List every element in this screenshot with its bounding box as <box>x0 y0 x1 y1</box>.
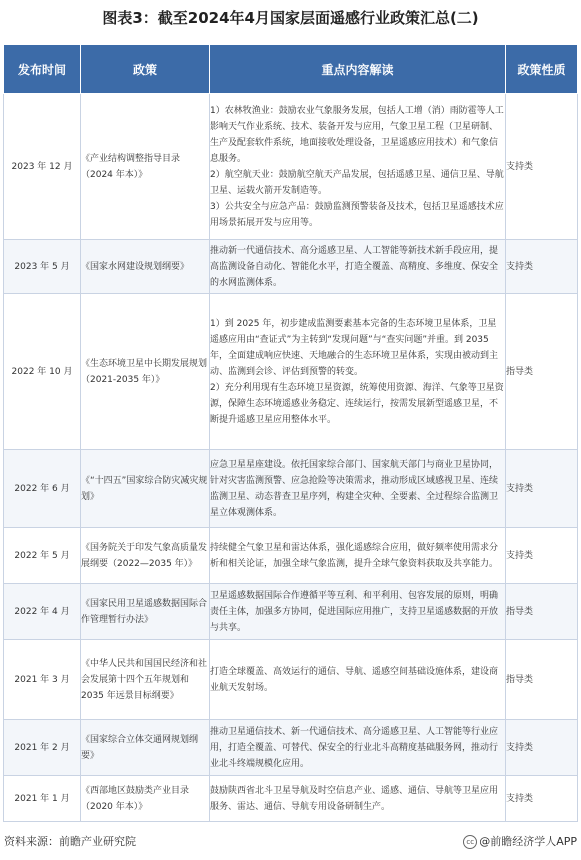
table-row <box>4 720 578 776</box>
row-points <box>210 450 506 528</box>
row-date: 2021 年 3 月 <box>4 640 81 720</box>
row-policy: 《中华人民共和国国民经济和社会发展第十四个五年规划和 2035 年远景目标纲要》 <box>81 640 210 720</box>
row-date: 2022 年 4 月 <box>4 584 81 640</box>
point-paragraph: 2）航空航天业：鼓励航空航天产品发展，包括遥感卫星、通信卫星、导航卫星、运载火箭开发制造等。 <box>210 169 504 196</box>
row-points <box>210 776 506 822</box>
brand-mark <box>463 833 577 849</box>
point-paragraph: 1）到 2025 年，初步建成监测要素基本完备的生态环境卫星体系，卫星遥感应用由“查证式”为主转到“发现问题”与“查实问题”并重。到 2035 年，全面建成响应快速、天地融合的生态环境卫星体系，实现由被动到主动、监测到会诊、评估到预警的转变。 <box>210 318 499 377</box>
point-paragraph: 推动新一代通信技术、高分遥感卫星、人工智能等新技术新手段应用，提高监测设备自动化、智能化水平，打造全覆盖、高精度、多维度、保安全的水网监测体系。 <box>210 245 499 288</box>
header-date: 发布时间 <box>4 45 81 94</box>
row-policy: 《生态环境卫星中长期发展规划（2021-2035 年）》 <box>81 294 210 450</box>
table-row <box>4 528 578 584</box>
point-paragraph: 卫星遥感数据国际合作遵循平等互利、和平利用、包容发展的原则，明确责任主体，加强多方协同，促进国际应用推广，支持卫星遥感数据的开放与共享。 <box>210 590 499 633</box>
policy-table <box>3 44 578 822</box>
row-date: 2022 年 5 月 <box>4 528 81 584</box>
row-policy: 《国家水网建设规划纲要》 <box>81 240 210 294</box>
table-row <box>4 640 578 720</box>
row-policy: 《“十四五”国家综合防灾减灾规划》 <box>81 450 210 528</box>
row-date: 2023 年 12 月 <box>4 94 81 240</box>
point-paragraph: 3）公共安全与应急产品：鼓励监测预警装备及技术，包括卫星遥感技术应用场景拓展开发与应用等。 <box>210 201 504 228</box>
point-paragraph: 2）充分利用现有生态环境卫星资源，统筹使用资源、海洋、气象等卫星资源，保障生态环境遥感业务稳定、连续运行，按需发展新型遥感卫星，不断提升遥感卫星应用整体水平。 <box>210 382 504 425</box>
row-nature: 支持类 <box>506 240 578 294</box>
point-paragraph: 打造全球覆盖、高效运行的通信、导航、遥感空间基础设施体系，建设商业航天发射场。 <box>210 666 499 693</box>
header-points: 重点内容解读 <box>210 45 506 94</box>
row-nature: 支持类 <box>506 776 578 822</box>
row-points <box>210 528 506 584</box>
table-row <box>4 776 578 822</box>
brand-text: @前瞻经济学人APP <box>479 835 577 848</box>
row-points <box>210 720 506 776</box>
row-points <box>210 94 506 240</box>
point-paragraph: 鼓励陕西省北斗卫星导航及时空信息产业、遥感、通信、导航等卫星应用服务、雷达、通信、导航专用设备研制生产。 <box>210 785 499 812</box>
footer <box>4 833 577 851</box>
row-nature: 指导类 <box>506 584 578 640</box>
table-row <box>4 450 578 528</box>
row-points <box>210 294 506 450</box>
table-header-row <box>4 45 578 94</box>
header-nature: 政策性质 <box>506 45 578 94</box>
row-nature: 支持类 <box>506 450 578 528</box>
row-date: 2021 年 2 月 <box>4 720 81 776</box>
row-policy: 《产业结构调整指导目录（2024 年本）》 <box>81 94 210 240</box>
row-nature: 支持类 <box>506 94 578 240</box>
row-date: 2021 年 1 月 <box>4 776 81 822</box>
row-policy: 《国家综合立体交通网规划纲要》 <box>81 720 210 776</box>
row-points <box>210 584 506 640</box>
row-nature: 指导类 <box>506 294 578 450</box>
point-paragraph: 持续健全气象卫星和雷达体系，强化遥感综合应用，做好频率使用需求分析和相关论证，加强全球气象监测，提升全球气象资料获取及共享能力。 <box>210 542 499 569</box>
table-row <box>4 94 578 240</box>
row-policy: 《国务院关于印发气象高质量发展纲要（2022—2035 年）》 <box>81 528 210 584</box>
source-note: 资料来源：前瞻产业研究院 <box>4 835 136 848</box>
cc-icon: cc <box>463 835 477 849</box>
point-paragraph: 推动卫星通信技术、新一代通信技术、高分遥感卫星、人工智能等行业应用，打造全覆盖、可替代、保安全的行业北斗高精度基础服务网，推动行业北斗终端规模化应用。 <box>210 726 499 769</box>
row-date: 2022 年 6 月 <box>4 450 81 528</box>
row-points <box>210 640 506 720</box>
table-row <box>4 240 578 294</box>
row-date: 2022 年 10 月 <box>4 294 81 450</box>
table-row <box>4 294 578 450</box>
point-paragraph: 应急卫星星座建设。依托国家综合部门、国家航天部门与商业卫星协同，针对灾害监测预警、应急抢险等决策需求，推动形成区域感视卫星、连续监测卫星、动态普查卫星序列，构建全灾种、全要素、全过程综合监测卫星立体观测体系。 <box>210 459 499 518</box>
row-nature: 支持类 <box>506 720 578 776</box>
row-nature: 支持类 <box>506 528 578 584</box>
row-policy: 《国家民用卫星遥感数据国际合作管理暂行办法》 <box>81 584 210 640</box>
row-points <box>210 240 506 294</box>
row-date: 2023 年 5 月 <box>4 240 81 294</box>
page-title: 图表3：截至2024年4月国家层面遥感行业政策汇总(二) <box>102 9 479 27</box>
table-row <box>4 584 578 640</box>
header-policy: 政策 <box>81 45 210 94</box>
point-paragraph: 1）农林牧渔业：鼓励农业气象服务发展，包括人工增（消）雨防雹等人工影响天气作业系统、技术、装备开发与应用，气象卫星工程（卫星研制、生产及配套软件系统，地面接收处理设备，卫星遥感应用技术）和气象信息服务。 <box>210 105 504 164</box>
table-body <box>4 94 578 822</box>
row-policy: 《西部地区鼓励类产业目录（2020 年本）》 <box>81 776 210 822</box>
row-nature: 指导类 <box>506 640 578 720</box>
